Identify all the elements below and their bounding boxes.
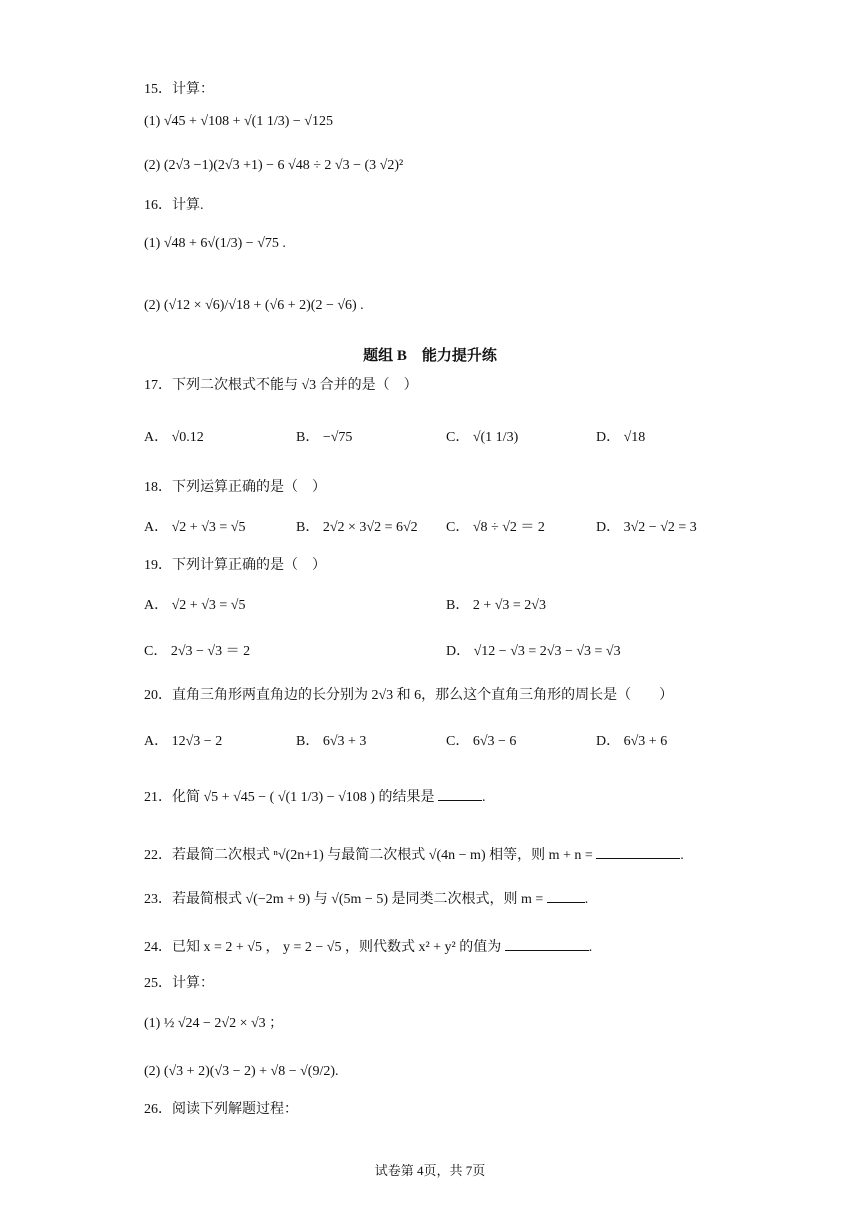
q25-part2: (2) (√3 + 2)(√3 − 2) + √8 − √(9/2).: [144, 1064, 339, 1079]
q17-option-d[interactable]: D． √18: [596, 430, 646, 445]
section-title: 题组 B 能力提升练: [363, 348, 497, 364]
q22-answer-blank[interactable]: [596, 844, 680, 859]
q20-option-d[interactable]: D． 6√3 + 6: [596, 734, 668, 749]
q21-period: .: [481, 790, 486, 805]
page-footer: 试卷第 4页，共 7页: [374, 1163, 486, 1178]
q20-stem: 20．直角三角形两直角边的长分别为 2√3 和 6，那么这个直角三角形的周长是（ ）: [144, 688, 674, 703]
q17-option-a[interactable]: A． √0.12: [144, 430, 204, 445]
q22-period: .: [680, 848, 684, 863]
q19-option-c[interactable]: C． 2√3 − √3 ＝ 2: [144, 644, 251, 659]
q23-stem: 23．若最简根式 √(−2m + 9) 与 √(5m − 5) 是同类二次根式，则 m =: [144, 892, 544, 907]
q18-stem: 18．下列运算正确的是（ ）: [144, 480, 326, 495]
q20-option-a[interactable]: A． 12√3 − 2: [144, 734, 223, 749]
q24-answer-blank[interactable]: [505, 936, 589, 951]
q19-option-b[interactable]: B． 2 + √3 = 2√3: [446, 598, 546, 613]
q26-stem: 26．阅读下列解题过程：: [144, 1102, 298, 1117]
q19-stem: 19．下列计算正确的是（ ）: [144, 558, 326, 573]
q18-option-c[interactable]: C． √8 ÷ √2 ＝ 2: [446, 520, 545, 535]
q16-part1: (1) √48 + 6√(1/3) − √75 .: [144, 236, 286, 251]
q22-stem: 22．若最简二次根式 ⁿ√(2n+1) 与最简二次根式 √(4n − m) 相等，则 m + n =: [144, 848, 593, 863]
q23-answer-blank[interactable]: [547, 888, 585, 903]
q23: [144, 888, 588, 910]
q21-stem: 21．化简 √5 + √45 − ( √(1 1/3) − √108 ) 的结果是: [144, 790, 435, 805]
q24: [144, 936, 592, 958]
q20-option-b[interactable]: B． 6√3 + 3: [296, 734, 367, 749]
q15-stem: 15．计算：: [144, 82, 214, 97]
q17-stem: 17．下列二次根式不能与 √3 合并的是（ ）: [144, 378, 418, 393]
q22: [144, 844, 684, 866]
q21: [144, 786, 485, 808]
q15-part1: (1) √45 + √108 + √(1 1/3) − √125: [144, 114, 333, 129]
q25-stem: 25．计算：: [144, 976, 214, 991]
q24-stem: 24．已知 x = 2 + √5 ， y = 2 − √5 ，则代数式 x² + y² 的值为: [144, 940, 502, 955]
q17-option-b[interactable]: B． −√75: [296, 430, 353, 445]
q18-option-a[interactable]: A． √2 + √3 = √5: [144, 520, 246, 535]
q16-part2: (2) (√12 × √6)/√18 + (√6 + 2)(2 − √6) .: [144, 298, 364, 313]
q21-answer-blank[interactable]: [438, 786, 482, 801]
q19-option-d[interactable]: D． √12 − √3 = 2√3 − √3 = √3: [446, 644, 621, 659]
q18-option-d[interactable]: D． 3√2 − √2 = 3: [596, 520, 697, 535]
q15-part2: (2) (2√3 −1)(2√3 +1) − 6 √48 ÷ 2 √3 − (3 √2)²: [144, 158, 404, 173]
q19-option-a[interactable]: A． √2 + √3 = √5: [144, 598, 246, 613]
q16-stem: 16．计算.: [144, 198, 204, 213]
q17-option-c[interactable]: C． √(1 1/3): [446, 430, 519, 445]
q23-period: .: [584, 892, 589, 907]
q25-part1: (1) ½ √24 − 2√2 × √3 ；: [144, 1016, 284, 1031]
q24-period: .: [588, 940, 593, 955]
q20-option-c[interactable]: C． 6√3 − 6: [446, 734, 517, 749]
q18-option-b[interactable]: B． 2√2 × 3√2 = 6√2: [296, 520, 418, 535]
